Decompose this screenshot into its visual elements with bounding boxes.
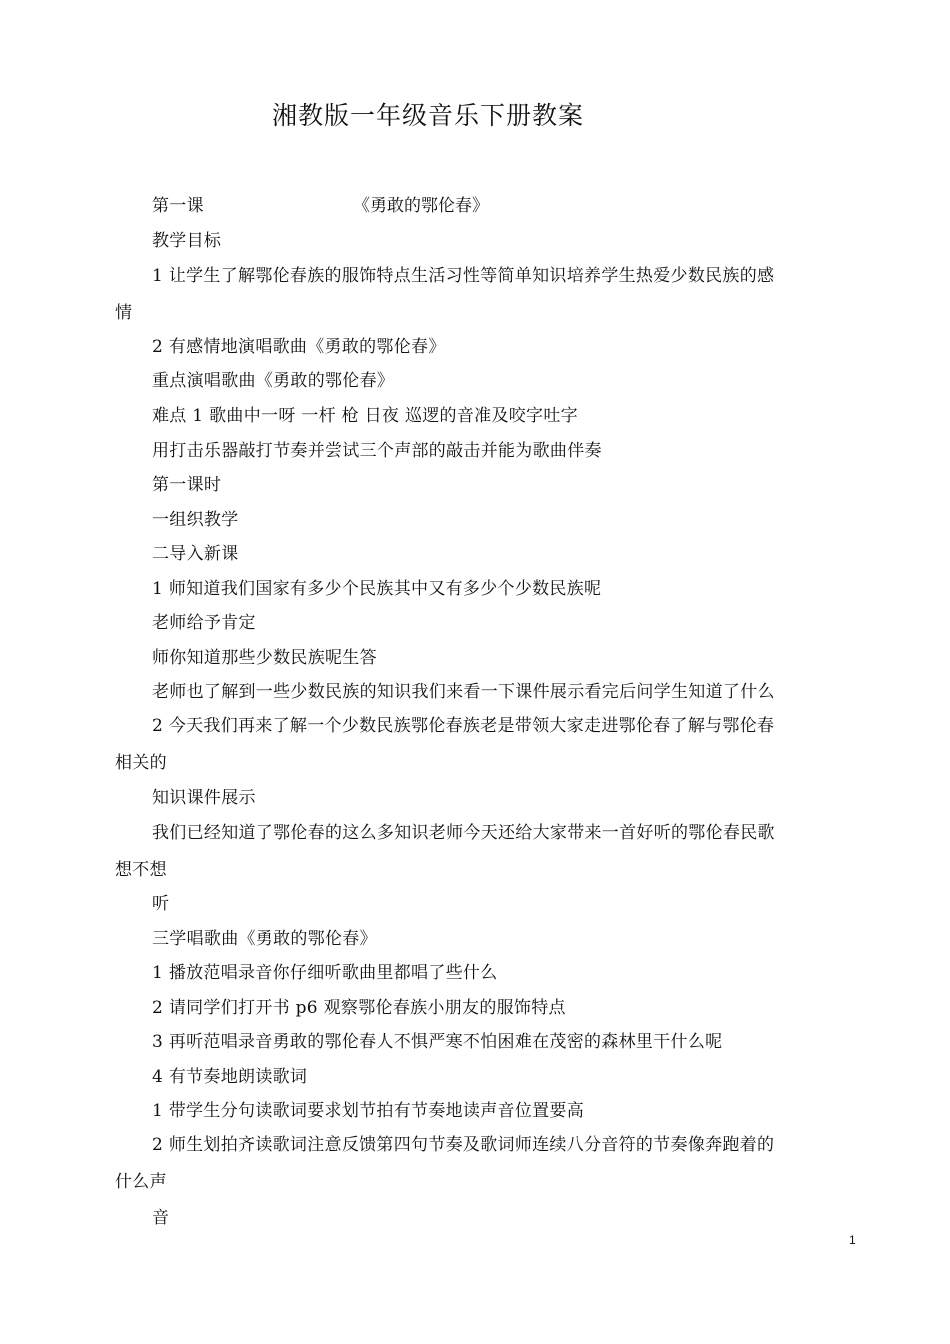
text-line: 第一课时 [152,475,222,495]
text-line: 老师也了解到一些少数民族的知识我们来看一下课件展示看完后问学生知道了什么 [152,682,775,702]
text-line: 用打击乐器敲打节奏并尝试三个声部的敲击并能为歌曲伴奏 [152,441,602,461]
text-line: 一组织教学 [152,510,239,530]
text-line: 相关的 [115,753,167,773]
text-line: 音 [152,1208,170,1228]
text-line: 老师给予肯定 [152,613,256,633]
text-line: 2 师生划拍齐读歌词注意反馈第四句节奏及歌词师连续八分音符的节奏像奔跑着的 [152,1135,775,1155]
text-line: 1 播放范唱录音你仔细听歌曲里都唱了些什么 [152,963,498,983]
lesson-title: 《勇敢的鄂伦春》 [353,196,489,216]
text-line: 情 [115,303,133,323]
text-line: 4 有节奏地朗读歌词 [152,1067,308,1087]
text-line: 2 请同学们打开书 p6 观察鄂伦春族小朋友的服饰特点 [152,998,566,1018]
page-number: 1 [849,1233,856,1247]
text-line: 知识课件展示 [152,788,256,808]
lesson-label: 第一课 [152,196,204,216]
text-line: 3 再听范唱录音勇敢的鄂伦春人不惧严寒不怕困难在茂密的森林里干什么呢 [152,1032,723,1052]
text-line: 2 今天我们再来了解一个少数民族鄂伦春族老是带领大家走进鄂伦春了解与鄂伦春 [152,716,775,736]
text-line: 难点 1 歌曲中一呀 一杆 枪 日夜 巡逻的音准及咬字吐字 [152,406,578,426]
text-line: 听 [152,894,170,914]
text-line: 二导入新课 [152,544,239,564]
text-line: 2 有感情地演唱歌曲《勇敢的鄂伦春》 [152,337,446,357]
text-line: 1 师知道我们国家有多少个民族其中又有多少个少数民族呢 [152,579,602,599]
text-line: 教学目标 [152,231,222,251]
text-line: 我们已经知道了鄂伦春的这么多知识老师今天还给大家带来一首好听的鄂伦春民歌 [152,823,775,843]
text-line: 什么声 [115,1172,167,1192]
text-line: 重点演唱歌曲《勇敢的鄂伦春》 [152,371,395,391]
text-line: 想不想 [115,860,167,880]
text-line: 1 让学生了解鄂伦春族的服饰特点生活习性等简单知识培养学生热爱少数民族的感 [152,266,775,286]
document-title: 湘教版一年级音乐下册教案 [272,101,585,130]
text-line: 三学唱歌曲《勇敢的鄂伦春》 [152,929,377,949]
text-line: 1 带学生分句读歌词要求划节拍有节奏地读声音位置要高 [152,1101,585,1121]
text-line: 师你知道那些少数民族呢生答 [152,648,377,668]
